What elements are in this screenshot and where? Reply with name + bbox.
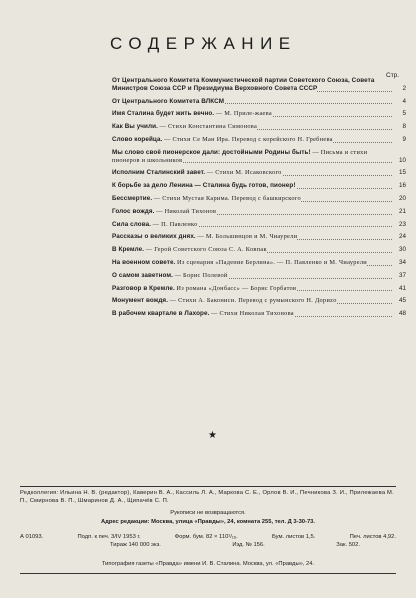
toc-entry-author: — М. Приле-жаева <box>215 110 272 118</box>
toc-entry-page: 9 <box>402 135 406 143</box>
toc-entry-page: 5 <box>402 110 406 118</box>
toc-entry-author: Из сценария «Падение Берлина». — П. Павленко и М. Чиаурели <box>176 258 367 266</box>
print-info-item: Зак. 502. <box>336 542 360 548</box>
toc-entry-page: 45 <box>398 297 406 305</box>
toc-entry-page: 4 <box>402 97 406 105</box>
toc-entry <box>112 221 406 229</box>
toc-entry-page: 30 <box>398 246 406 254</box>
toc-entry-author: — Стихи Се Ман Ира. Перевод с корейского Н. Гребнева <box>164 135 333 143</box>
page-title: СОДЕРЖАНИЕ <box>110 34 297 53</box>
toc-entry <box>112 195 406 203</box>
toc-entry <box>112 259 406 267</box>
print-info-item: Печ. листов 4,92. <box>349 534 396 540</box>
toc-entry <box>112 272 406 280</box>
toc-entry-page: 48 <box>398 310 406 318</box>
toc-entry-title: Бессмертие. <box>112 194 153 202</box>
toc-entry-title: Сила слова. <box>112 220 152 228</box>
toc-entry-title: О самом заветном. <box>112 271 173 279</box>
toc-entry-title: В рабочем квартале в Лахоре. <box>112 310 210 318</box>
toc-entry-title: Слово корейца. <box>112 135 163 143</box>
toc-entry <box>112 136 406 144</box>
toc-entry-page: 41 <box>398 284 406 292</box>
footer-divider <box>20 486 396 487</box>
toc-entry <box>112 310 406 318</box>
toc-entry-page: 23 <box>398 220 406 228</box>
toc-entry-title: В Кремле. <box>112 246 145 254</box>
toc-entry-title: Мы слово своё пионерское дали: достойными Родины быть! <box>112 148 311 156</box>
toc-entry-page: 15 <box>398 169 406 177</box>
print-info-item: А 01093. <box>20 534 44 540</box>
print-info <box>20 534 396 542</box>
toc-entry-title: Монумент вождя. <box>112 297 169 305</box>
typography-credit: Типография газеты «Правда» имени И. В. Сталина. Москва, ул. «Правды», 24. <box>101 561 315 567</box>
toc-entry-title: От Центрального Комитета Коммунистической партии Советского Союза, Совета Министров Союза ССР и Президиума Верховного Совета СССР <box>112 77 375 92</box>
toc-entry-title: Рассказы о великих днях. <box>112 233 196 241</box>
toc-entry <box>112 182 406 190</box>
toc-entry-page: 20 <box>398 194 406 202</box>
toc-entry <box>112 297 406 305</box>
toc-entry-author: — Стихи Николая Тихонова <box>211 310 294 318</box>
toc-entry-author: — Стихи М. Исаковского <box>206 169 282 177</box>
toc-entry-page: 16 <box>398 182 406 190</box>
toc-entry-title: От Центрального Комитета ВЛКСМ <box>112 97 225 105</box>
toc-entry <box>112 169 406 177</box>
print-info-item: Бум. листов 1,5. <box>271 534 316 540</box>
print-info-item: Изд. № 156. <box>232 542 265 548</box>
toc-entry <box>112 77 406 93</box>
toc-entry <box>112 285 406 293</box>
toc-entry-author: — П. Павленко <box>152 220 198 228</box>
toc-entry-title: Разговор в Кремле. <box>112 284 175 292</box>
toc-entry <box>112 110 406 118</box>
toc-entry-author: — Николай Тихонов <box>156 207 217 215</box>
toc-entry <box>112 246 406 254</box>
toc-entry <box>112 123 406 131</box>
toc-entry-author: — Стихи Константина Симонова <box>159 123 258 131</box>
toc-entry-page: 37 <box>398 271 406 279</box>
toc-entry-author: — Стихи Мустая Карима. Перевод с башкирского <box>153 194 301 202</box>
toc-entry-title: К борьбе за дело Ленина — Сталина будь готов, пионер! <box>112 182 296 190</box>
toc-entry <box>112 233 406 241</box>
toc-entry-page: 2 <box>402 84 406 92</box>
toc-entry <box>112 149 406 165</box>
toc-entry-title: Как Вы учили. <box>112 123 158 131</box>
toc-entry-page: 21 <box>398 207 406 215</box>
toc-entry-title: Имя Сталина будет жить вечно. <box>112 110 215 118</box>
toc-entry-page: 24 <box>398 233 406 241</box>
toc-entry-title: Голос вождя. <box>112 207 155 215</box>
toc-entry-author: — М. Большинцов и М. Чиаурели <box>197 233 298 241</box>
print-info-item: Подп. к печ. 3/IV 1953 г. <box>77 534 141 540</box>
toc-entry-author: — Стихи А. Бакониси. Перевод с румынского Н. Дориzo <box>169 297 337 305</box>
toc-entry-author: Из романа «Донбасс» — Борис Горбатов <box>176 284 297 292</box>
toc-entry <box>112 208 406 216</box>
editorial-board: Редколлегия: Ильина Н. В. (редактор), Каверин В. А., Кассиль Л. А., Маркова С. Е., Орлов В. И., Печникова З. И., Прилежаева М. П., Смирнова В. П., Шмаринов Д. А., Щипачёв С. П. <box>20 490 394 504</box>
toc-entry-title: На военном совете. <box>112 258 176 266</box>
footer-divider-bottom <box>20 573 396 574</box>
toc-entry-title: Исполним Сталинский завет. <box>112 169 206 177</box>
manuscripts-notice: Рукописи не возвращаются. <box>170 510 246 516</box>
editorial-address: Адрес редакции: Москва, улица «Правды», 24, комната 255, тел. Д 3-30-73. <box>100 519 316 525</box>
toc-entry-author: — Письма и стихи пионеров и школьников <box>112 148 368 164</box>
table-of-contents <box>112 77 406 323</box>
toc-entry <box>112 98 406 106</box>
toc-entry-author: — Борис Полевой <box>174 271 228 279</box>
print-info-item: Тираж 140 000 экз. <box>110 542 161 548</box>
print-info-item: Форм. бум. 82 × 110¹/₁₆. <box>174 534 238 540</box>
star-ornament: ★ <box>208 430 217 441</box>
toc-entry-page: 8 <box>402 123 406 131</box>
page-column-label: Стр. <box>386 72 400 79</box>
toc-entry-author: — Герой Советского Союза С. А. Ковпак <box>145 246 267 254</box>
print-info-secondary <box>110 542 360 550</box>
toc-entry-page: 10 <box>398 156 406 164</box>
toc-entry-page: 34 <box>398 258 406 266</box>
